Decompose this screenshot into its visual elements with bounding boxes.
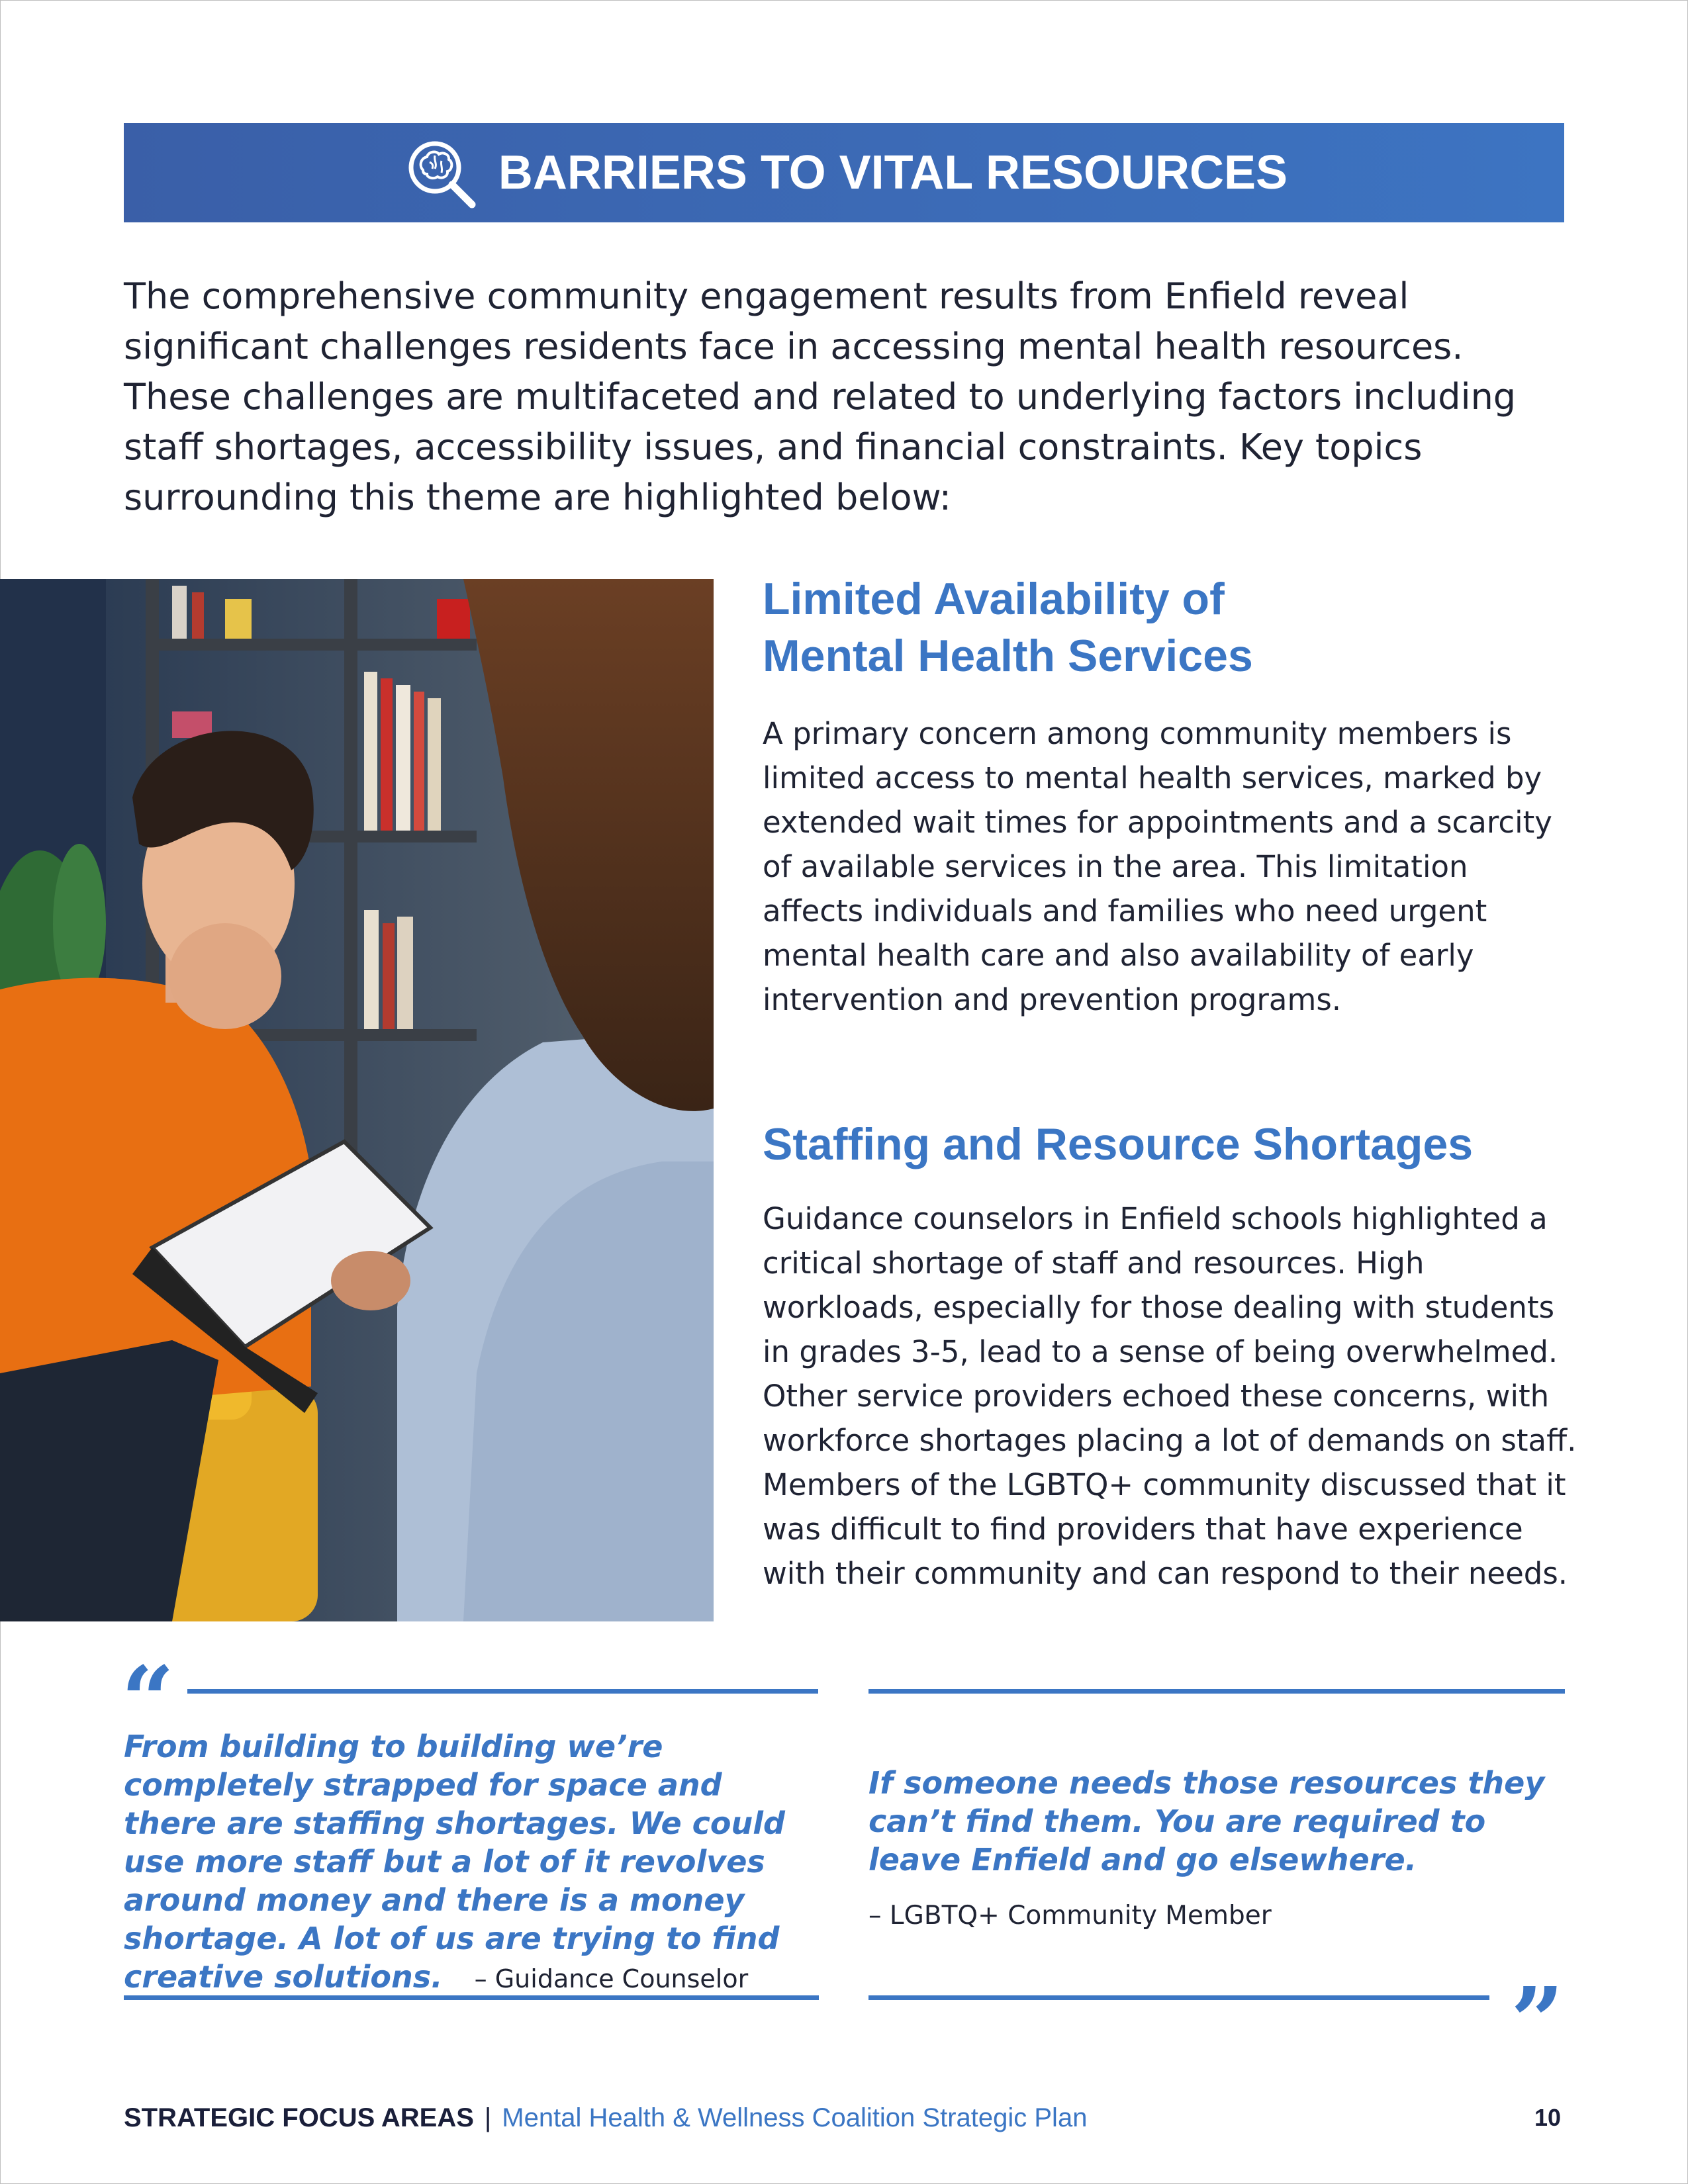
open-quote-icon: “ xyxy=(121,1647,175,1755)
footer-section-label: STRATEGIC FOCUS AREAS xyxy=(124,2103,474,2132)
quote-attribution: – Guidance Counselor xyxy=(474,1964,749,1993)
intro-paragraph: The comprehensive community engagement results from Enfield reveal significant challenges residents face in accessing mental health resources. These challenges are multifaceted and related to underlying factors including staff shortages, accessibility issues, and financial constraints. Key topics surrounding this theme are highlighted below: xyxy=(124,275,1517,518)
quote-rule xyxy=(124,1995,819,2000)
section-title-line: Staffing and Resource Shortages xyxy=(763,1119,1474,1169)
section-title-limited-availability xyxy=(763,570,1577,684)
section-title-staffing-shortages xyxy=(763,1116,1577,1173)
quote-rule xyxy=(187,1689,818,1694)
section-title-line: Mental Health Services xyxy=(763,631,1253,681)
quote-lgbtq-member: If someone needs those resources they can’t find them. You are required to leave Enfield and go elsewhere. xyxy=(868,1765,1545,1878)
banner-title: BARRIERS TO VITAL RESOURCES xyxy=(498,146,1288,199)
quote-attribution: – LGBTQ+ Community Member xyxy=(868,1901,1272,1931)
footer-separator: | xyxy=(484,2103,492,2132)
footer-document-title: Mental Health & Wellness Coalition Strategic Plan xyxy=(502,2103,1088,2132)
close-quote-icon: ” xyxy=(1511,1968,1564,2076)
teen-counseling-session-photo xyxy=(0,579,714,1621)
quote-rule xyxy=(868,1689,1565,1694)
page-footer xyxy=(124,2098,1567,2138)
section-title-line: Limited Availability of xyxy=(763,574,1225,624)
section-body-staffing-shortages: Guidance counselors in Enfield schools highlighted a critical shortage of staff and resources. High workloads, especially for those dealing with students in grades 3-5, lead to a sense of being overwhelmed. Other service providers echoed these concerns, with workforce shortages placing a lot of demands on staff. Members of the LGBTQ+ community discussed that it was difficult to find providers that have experience with their community and can respond to their needs. xyxy=(763,1201,1577,1591)
section-body-limited-availability: A primary concern among community members is limited access to mental health services, marked by extended wait times for appointments and a scarcity of available services in the area. This limitation affects individuals and families who need urgent mental health care and also availability of early intervention and prevention programs. xyxy=(763,716,1552,1017)
quote-rule xyxy=(868,1995,1489,2000)
brain-magnifier-icon xyxy=(400,133,480,212)
quote-text: From building to building we’re completely strapped for space and there are staffing shortages. We could use more staff but a lot of it revolves around money and there is a money shortage. A lot of us are trying to find creative solutions. xyxy=(124,1729,785,1995)
section-banner xyxy=(124,123,1564,222)
page-number: 10 xyxy=(1534,2104,1562,2131)
quote-guidance-counselor xyxy=(124,1727,819,1998)
